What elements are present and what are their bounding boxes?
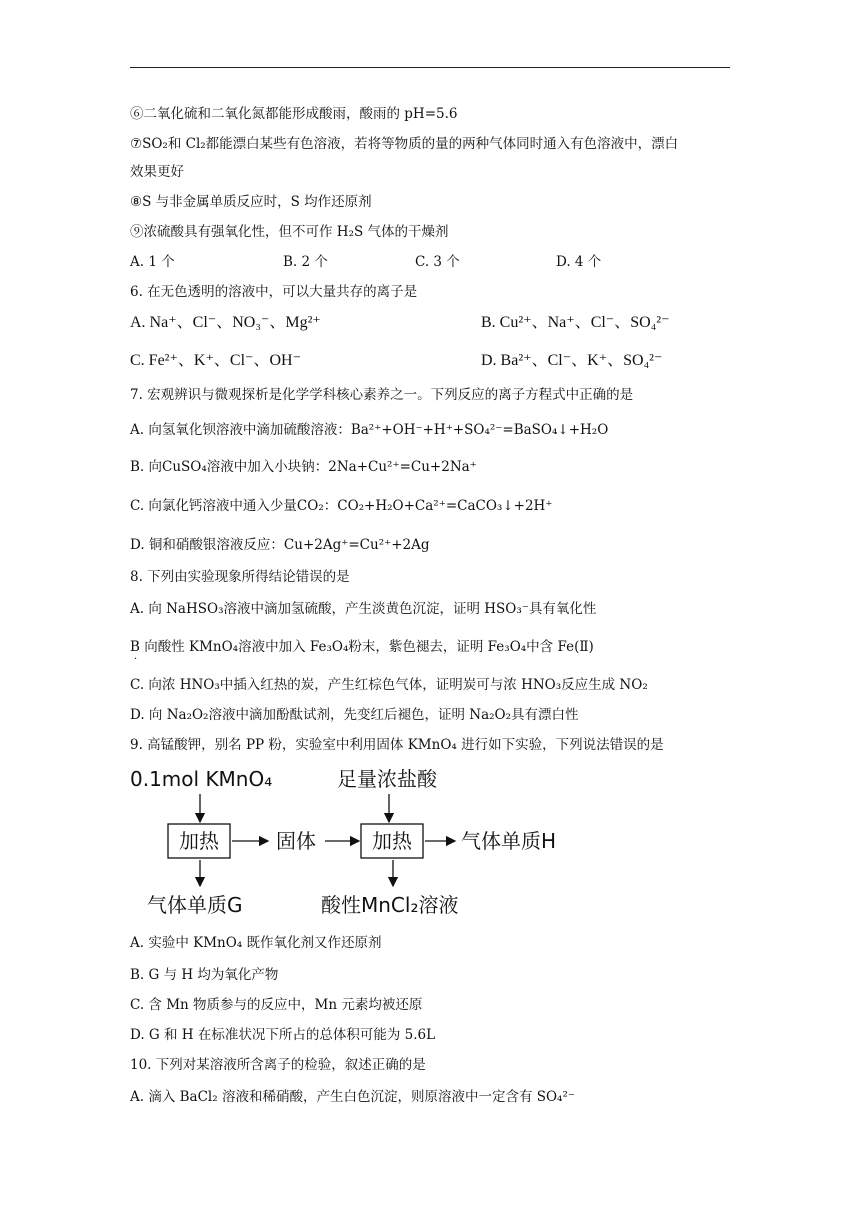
q5-option-c[interactable]: C. 3 个 (415, 254, 460, 270)
diagram-reagent-label: 足量浓盐酸 (337, 767, 437, 791)
q5-item-7-line1: ⑦SO₂和 Cl₂都能漂白某些有色溶液，若将等物质的量的两种气体同时通入有色溶液中，漂白 (130, 136, 679, 152)
q6-option-b[interactable]: B. Cu²⁺、Na⁺、Cl⁻、SO₄²⁻ (481, 314, 670, 331)
q7-option-d[interactable]: D. 铜和硝酸银溶液反应：Cu+2Ag⁺=Cu²⁺+2Ag (130, 537, 430, 553)
q9-stem: 9. 高锰酸钾，别名 PP 粉，实验室中利用固体 KMnO₄ 进行如下实验，下列说法错误的是 (130, 737, 664, 753)
heat-box-2-label: 加热 (372, 829, 412, 853)
q5-item-9: ⑨浓硫酸具有强氧化性，但不可作 H₂S 气体的干燥剂 (130, 224, 449, 240)
q6-option-c[interactable]: C. Fe²⁺、K⁺、Cl⁻、OH⁻ (130, 352, 302, 369)
q8-option-a[interactable]: A. 向 NaHSO₃溶液中滴加氢硫酸，产生淡黄色沉淀，证明 HSO₃⁻具有氧化性 (130, 601, 597, 617)
q8-option-b[interactable]: B 向酸性 KMnO₄溶液中加入 Fe₃O₄粉末，紫色褪去，证明 Fe₃O₄中含 Fe(Ⅱ) (130, 639, 594, 655)
q6-stem: 6. 在无色透明的溶液中，可以大量共存的离子是 (130, 284, 418, 300)
q5-option-a[interactable]: A. 1 个 (130, 254, 175, 270)
diagram-start-label: 0.1mol KMnO₄ (130, 767, 273, 791)
q10-stem: 10. 下列对某溶液所含离子的检验，叙述正确的是 (130, 1057, 426, 1073)
q5-item-6: ⑥二氧化硫和二氧化氮都能形成酸雨，酸雨的 pH=5.6 (130, 106, 458, 122)
heat-box-1-label: 加热 (179, 829, 219, 853)
q7-option-a[interactable]: A. 向氢氧化钡溶液中滴加硫酸溶液：Ba²⁺+OH⁻+H⁺+SO₄²⁻=BaSO₄↓+H₂O (130, 422, 609, 438)
q7-option-c[interactable]: C. 向氯化钙溶液中通入少量CO₂：CO₂+H₂O+Ca²⁺=CaCO₃↓+2H⁺ (130, 498, 553, 514)
q6-option-a[interactable]: A. Na⁺、Cl⁻、NO₃⁻、Mg²⁺ (130, 314, 321, 331)
q5-item-7-line2: 效果更好 (130, 164, 184, 180)
diagram-solution-label: 酸性MnCl₂溶液 (321, 893, 459, 917)
q9-option-c[interactable]: C. 含 Mn 物质参与的反应中，Mn 元素均被还原 (130, 997, 423, 1013)
q9-option-b[interactable]: B. G 与 H 均为氧化产物 (130, 967, 279, 983)
diagram-gas-g-label: 气体单质G (147, 893, 243, 917)
q8-b-dot: · (134, 654, 138, 665)
header-rule (130, 67, 730, 68)
q9-option-a[interactable]: A. 实验中 KMnO₄ 既作氧化剂又作还原剂 (130, 935, 382, 951)
diagram-solid-label: 固体 (276, 829, 316, 853)
q7-stem: 7. 宏观辨识与微观探析是化学学科核心素养之一。下列反应的离子方程式中正确的是 (130, 387, 634, 403)
q7-option-b[interactable]: B. 向CuSO₄溶液中加入小块钠：2Na+Cu²⁺=Cu+2Na⁺ (130, 459, 477, 475)
q5-option-b[interactable]: B. 2 个 (283, 254, 328, 270)
q9-option-d[interactable]: D. G 和 H 在标准状况下所占的总体积可能为 5.6L (130, 1027, 436, 1043)
q9-flow-diagram (125, 762, 585, 924)
q6-option-d[interactable]: D. Ba²⁺、Cl⁻、K⁺、SO₄²⁻ (481, 352, 663, 369)
q8-option-d[interactable]: D. 向 Na₂O₂溶液中滴加酚酞试剂，先变红后褪色，证明 Na₂O₂具有漂白性 (130, 707, 579, 723)
q5-option-d[interactable]: D. 4 个 (556, 254, 602, 270)
q5-item-8: ⑧S 与非金属单质反应时，S 均作还原剂 (130, 194, 372, 210)
q8-option-c[interactable]: C. 向浓 HNO₃中插入红热的炭，产生红棕色气体，证明炭可与浓 HNO₃反应生成 NO₂ (130, 677, 648, 693)
diagram-gas-h-label: 气体单质H (461, 829, 557, 853)
q10-option-a[interactable]: A. 滴入 BaCl₂ 溶液和稀硝酸，产生白色沉淀，则原溶液中一定含有 SO₄²⁻ (130, 1089, 575, 1105)
q8-stem: 8. 下列由实验现象所得结论错误的是 (130, 569, 350, 585)
